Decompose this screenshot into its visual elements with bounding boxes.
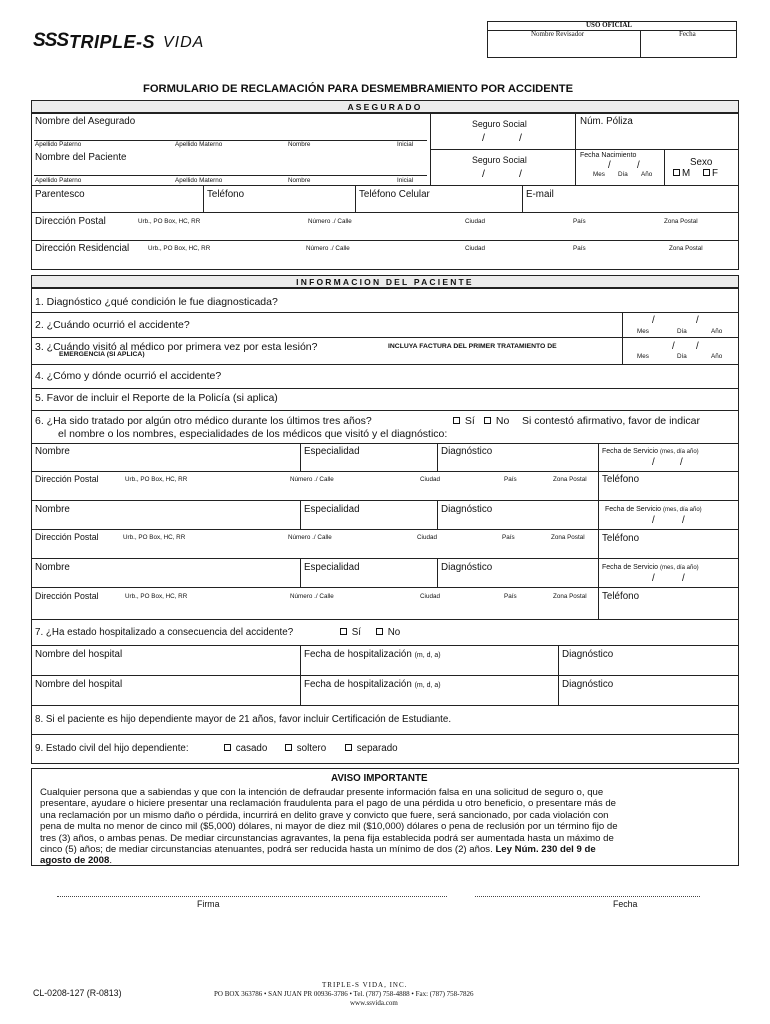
doctor-2-block: Nombre Especialidad Diagnóstico Fecha de Servicio (mes, día año) / / Dirección Postal Urb., PO Box, HC, RR Número ./ Calle Ciudad País Zona Postal Teléfono — [35, 504, 702, 544]
q7-no-checkbox[interactable] — [376, 628, 383, 635]
fecha-firma-line[interactable] — [475, 896, 700, 897]
footer-company: TRIPLE-S VIDA, INC. — [322, 981, 408, 989]
uso-oficial-label: USO OFICIAL — [586, 21, 633, 29]
aviso-line: pena de multa no menor de cinco mil ($5,000) dólares, ni mayor de diez mil ($10,000) dólares o pena de reclusión por un término fijo de — [40, 821, 618, 833]
email-label: E-mail — [526, 189, 554, 200]
q6-si-checkbox[interactable] — [453, 417, 460, 424]
doctor-nombre-label: Nombre — [35, 446, 70, 457]
firma-label: Firma — [197, 899, 220, 909]
logo-sub: VIDA — [163, 34, 205, 51]
sexo-f-option[interactable]: F — [703, 169, 718, 179]
q9-casado-option[interactable]: casado — [224, 744, 267, 754]
informacion-paciente-bar: INFORMACION DEL PACIENTE — [31, 275, 739, 288]
q8-label: 8. Si el paciente es hijo dependiente mayor de 21 años, favor incluir Certificación de Estudiante. — [35, 714, 452, 725]
nombre-paciente-label: Nombre del Paciente — [35, 152, 127, 163]
q3-note-b: EMERGENCIA (SI APLICA) — [59, 351, 145, 358]
logo-mark: SSS — [33, 30, 69, 51]
hosp-diagnostico-2-label: Diagnóstico — [562, 679, 614, 690]
aviso-title: AVISO IMPORTANTE — [331, 773, 428, 784]
email-field[interactable] — [524, 200, 737, 211]
aviso-line: presentare, ayudare o hiciere presentar una reclamación fraudulenta para el pago de una pérdida u otro beneficio, o presentare más de — [40, 798, 616, 810]
ley-ref-c: agosto de 2008 — [40, 855, 110, 867]
inicial-label: Inicial — [397, 141, 414, 148]
seguro-social-label: Seguro Social — [472, 119, 527, 129]
q6-si-option[interactable]: Sí — [453, 416, 475, 427]
direccion-residencial-field[interactable] — [33, 254, 737, 268]
q9-soltero-option[interactable]: soltero — [285, 744, 326, 754]
q6-label: 6. ¿Ha sido tratado por algún otro médico durante los últimos tres años? — [35, 415, 372, 427]
q4-label: 4. ¿Cómo y dónde ocurrió el accidente? — [35, 370, 222, 382]
q9-casado-checkbox[interactable] — [224, 744, 231, 751]
doctor-3-block: Nombre Especialidad Diagnóstico Fecha de Servicio (mes, día año) / / Dirección Postal Urb., PO Box, HC, RR Número ./ Calle Ciudad País Zona Postal Teléfono — [35, 562, 699, 602]
parentesco-field[interactable] — [33, 200, 201, 211]
logo-text: TRIPLE-S — [69, 32, 156, 52]
form-code: CL-0208-127 (R-0813) — [33, 988, 122, 998]
direccion-residencial-label: Dirección Residencial — [35, 243, 130, 254]
q3-label: 3. ¿Cuándo visitó al médico por primera vez por esta lesión? — [35, 341, 318, 353]
sexo-f-checkbox[interactable] — [703, 169, 710, 176]
telefono-field[interactable] — [205, 200, 353, 211]
apellido-paterno-label: Apellido Paterno — [35, 141, 82, 148]
hospital-1-label: Nombre del hospital — [35, 649, 123, 660]
triple-s-vida-logo — [33, 30, 218, 54]
num-poliza-label: Núm. Póliza — [580, 116, 633, 127]
sexo-m-checkbox[interactable] — [673, 169, 680, 176]
footer-web: www.ssvida.com — [350, 999, 398, 1007]
ley-ref-a: Ley Núm. 230 del 9 — [495, 844, 582, 856]
direccion-postal-field[interactable] — [33, 226, 737, 239]
hosp-diagnostico-1-label: Diagnóstico — [562, 649, 614, 660]
parentesco-label: Parentesco — [35, 189, 85, 200]
doctor-fecha-servicio-label: Fecha de Servicio (mes, día año) — [602, 448, 699, 455]
dia-label: Día — [618, 171, 628, 178]
nombre-asegurado-field[interactable] — [34, 128, 427, 140]
firma-line[interactable] — [57, 896, 447, 897]
aviso-body: Cualquier persona que a sabiendas y que con la intención de defraudar presente información falsa en una solicitud de seguro o, que presentare, ayudare o hiciere presentar una reclamación fraudulenta para el pago de una pérdida u otro beneficio, o presentare más de una reclamación por un mismo daño o pérdida, incurrirá en delito grave y convicto que fuere, será sancionado, por cada violación con pena de multa no menor de cinco mil ($5,000) dólares, ni mayor de diez mil ($10,000) dólares o pena de reclusión por un término fijo de tres (3) años, o ambas penas. De mediar circunstancias agravantes, la pena fija establecida podrá ser aumentada hasta un máximo de cinco (5) años; de mediar circunstancias atenuantes, podrá ser reducida hasta un mínimo de dos (2) años. Ley Núm. 230 del 9 de agosto de 2008. — [40, 787, 730, 867]
doctor-diagnostico-label: Diagnóstico — [441, 446, 493, 457]
q6-instruction-a: Si contestó afirmativo, favor de indicar — [522, 415, 700, 427]
apellido-materno-label: Apellido Materno — [175, 141, 223, 148]
doctor-direccion-label: Dirección Postal — [35, 474, 99, 484]
q6-no-option[interactable]: No — [484, 416, 509, 427]
nombre-asegurado-label: Nombre del Asegurado — [35, 116, 136, 127]
aviso-line: cinco (5) años; de mediar circunstancias atenuantes, podrá ser reducida hasta un mínimo de dos (2) años. — [40, 844, 493, 856]
anio-label: Año — [641, 171, 653, 178]
fecha-hosp-2-label: Fecha de hospitalización (m, d, a) — [304, 679, 441, 690]
nombre-paciente-field[interactable] — [34, 163, 427, 175]
q1-label: 1. Diagnóstico ¿qué condición le fue diagnosticada? — [35, 296, 278, 308]
asegurado-bar: ASEGURADO — [31, 100, 739, 113]
fecha-hosp-1-label: Fecha de hospitalización (m, d, a) — [304, 649, 441, 660]
q7-si-option[interactable]: Sí — [340, 628, 361, 638]
q3-note-a: INCLUYA FACTURA DEL PRIMER TRATAMIENTO DE — [388, 343, 557, 350]
q9-soltero-checkbox[interactable] — [285, 744, 292, 751]
q2-label: 2. ¿Cuándo ocurrió el accidente? — [35, 319, 190, 331]
q7-si-checkbox[interactable] — [340, 628, 347, 635]
doctor-telefono-label: Teléfono — [602, 474, 640, 485]
sexo-m-option[interactable]: M — [673, 169, 690, 179]
footer-address: PO BOX 363786 • SAN JUAN PR 00936-3786 • Tel. (787) 758-4888 • Fax: (787) 758-7826 — [214, 990, 474, 998]
q9-separado-option[interactable]: separado — [345, 744, 398, 754]
q7-label: 7. ¿Ha estado hospitalizado a consecuencia del accidente? — [35, 627, 294, 638]
fecha-firma-label: Fecha — [613, 899, 638, 909]
doctor-1-block: Nombre Especialidad Diagnóstico Fecha de Servicio (mes, día año) / / Dirección Postal Urb., PO Box, HC, RR Número ./ Calle Ciudad País Zona Postal Teléfono — [35, 446, 699, 485]
direccion-postal-label: Dirección Postal — [35, 216, 106, 227]
q9-label: 9. Estado civil del hijo dependiente: — [35, 743, 189, 754]
aviso-line: tres (3) años, o ambas penas. De mediar circunstancias agravantes, la pena fija establecida podrá ser aumentada hasta un máximo de — [40, 832, 614, 844]
telefono-celular-label: Teléfono Celular — [359, 189, 430, 200]
nombre-revisador-label: Nombre Revisador — [531, 30, 585, 38]
doctor-especialidad-label: Especialidad — [304, 446, 360, 457]
num-poliza-field[interactable] — [577, 128, 737, 147]
fecha-revisador-label: Fecha — [679, 30, 696, 38]
mes-label: Mes — [593, 171, 605, 178]
ley-ref-b: de — [584, 844, 596, 856]
telefono-celular-field[interactable] — [357, 200, 520, 211]
aviso-line: Cualquier persona que a sabiendas y que con la intención de defraudar presente información falsa en una solicitud de seguro o, que — [40, 787, 604, 798]
q6-instruction-b: el nombre o los nombres, especialidades de los médicos que visitó y el diagnóstico: — [58, 428, 448, 440]
q6-no-checkbox[interactable] — [484, 417, 491, 424]
q7-no-option[interactable]: No — [376, 628, 400, 638]
hospital-2-label: Nombre del hospital — [35, 679, 123, 690]
sexo-label: Sexo — [690, 157, 713, 168]
form-title: FORMULARIO DE RECLAMACIÓN PARA DESMEMBRAMIENTO POR ACCIDENTE — [143, 83, 574, 95]
paciente-seguro-social-field[interactable] — [432, 166, 572, 183]
nombre-label: Nombre — [288, 141, 311, 148]
telefono-label: Teléfono — [207, 189, 245, 200]
fecha-nacimiento-label: Fecha Nacimiento — [580, 152, 637, 159]
q9-separado-checkbox[interactable] — [345, 744, 352, 751]
aviso-line: una reclamación por un mismo daño o pérdida, incurrirá en delito grave y convicto que fuere, será sancionado, por cada violación con — [40, 809, 609, 821]
q5-label: 5. Favor de incluir el Reporte de la Policía (si aplica) — [35, 392, 278, 404]
seguro-social-field[interactable] — [432, 130, 572, 147]
